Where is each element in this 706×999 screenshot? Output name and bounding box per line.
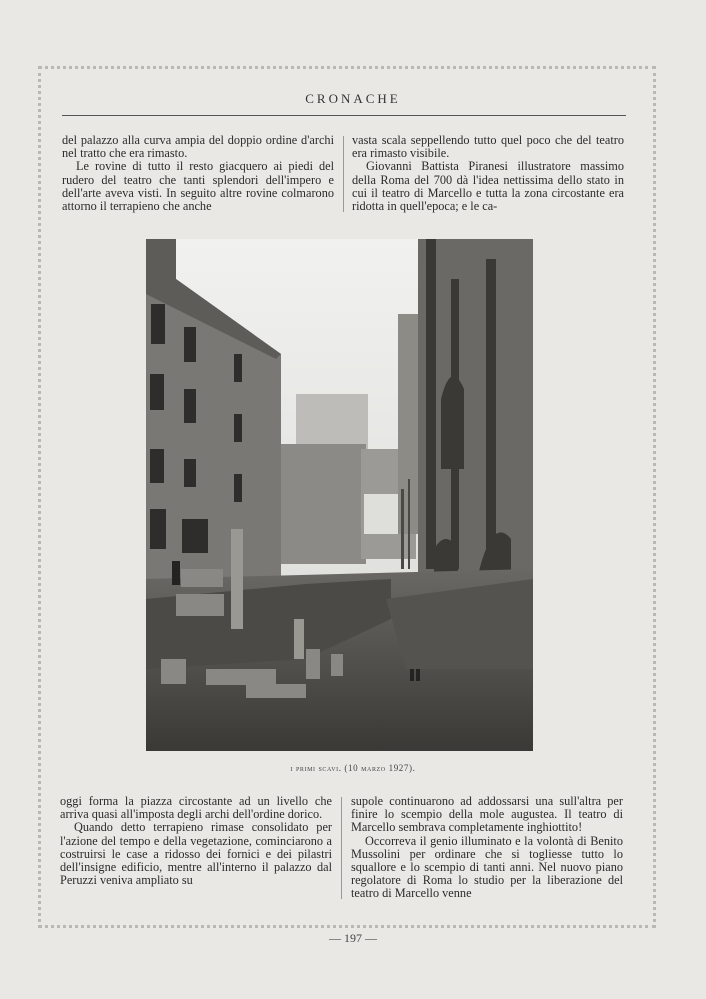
paragraph: Quando detto terrapieno rimase consolidato per l'azione del tempo e della vegetazione, cominciarono a costruirsi le case a ridosso dei fornici e dei pilastri dell'insigne edificio, mentre all'interno il palazzo dal Peruzzi veniva ampliato su [60,820,332,888]
running-header: CRONACHE [305,91,401,106]
text-column-bottom-left [60,795,332,887]
text-column-bottom-right [351,795,623,901]
paragraph: Occorreva il genio illuminato e la volontà di Benito Mussolini per ordinare che si togliesse tutto lo squallore e lo scempio di tanti anni. Nel nuovo piano regolatore di Roma lo studio per la liberazione del teatro di Marcello venne [351,833,623,901]
text-column-top-left [62,134,334,213]
excavation-photograph [146,239,533,751]
paragraph: Le rovine di tutto il resto giacquero ai piedi del rudero del teatro che tanti splendori dell'impero e dell'arte aveva visti. In seguito altre rovine colmarono attorno il terrapieno che anche [62,159,334,214]
text-column-top-right [352,134,624,213]
column-divider [341,797,342,899]
column-divider [343,136,344,212]
header-rule [62,115,626,116]
paragraph: Giovanni Battista Piranesi illustratore massimo della Roma del 700 dà l'idea nettissima dello stato in cui il teatro di Marcello e tutta la zona circostante era ridotta in quell'epoca; e le ca- [352,159,624,214]
paragraph: vasta scala seppellendo tutto quel poco che del teatro era rimasto visibile. [352,133,624,161]
paragraph: oggi forma la piazza circostante ad un livello che arriva quasi all'imposta degli archi dell'ordine dorico. [60,794,332,822]
figure-caption: i primi scavi. (10 marzo 1927). [290,763,416,773]
paragraph: del palazzo alla curva ampia del doppio ordine d'archi nel tratto che era rimasto. [62,133,334,161]
paragraph: supole continuarono ad addossarsi una sull'altra per finire lo scempio della mole augustea. Il teatro di Marcello sembrava completamente inghiottito! [351,794,623,835]
page-number: — 197 — [329,931,377,945]
